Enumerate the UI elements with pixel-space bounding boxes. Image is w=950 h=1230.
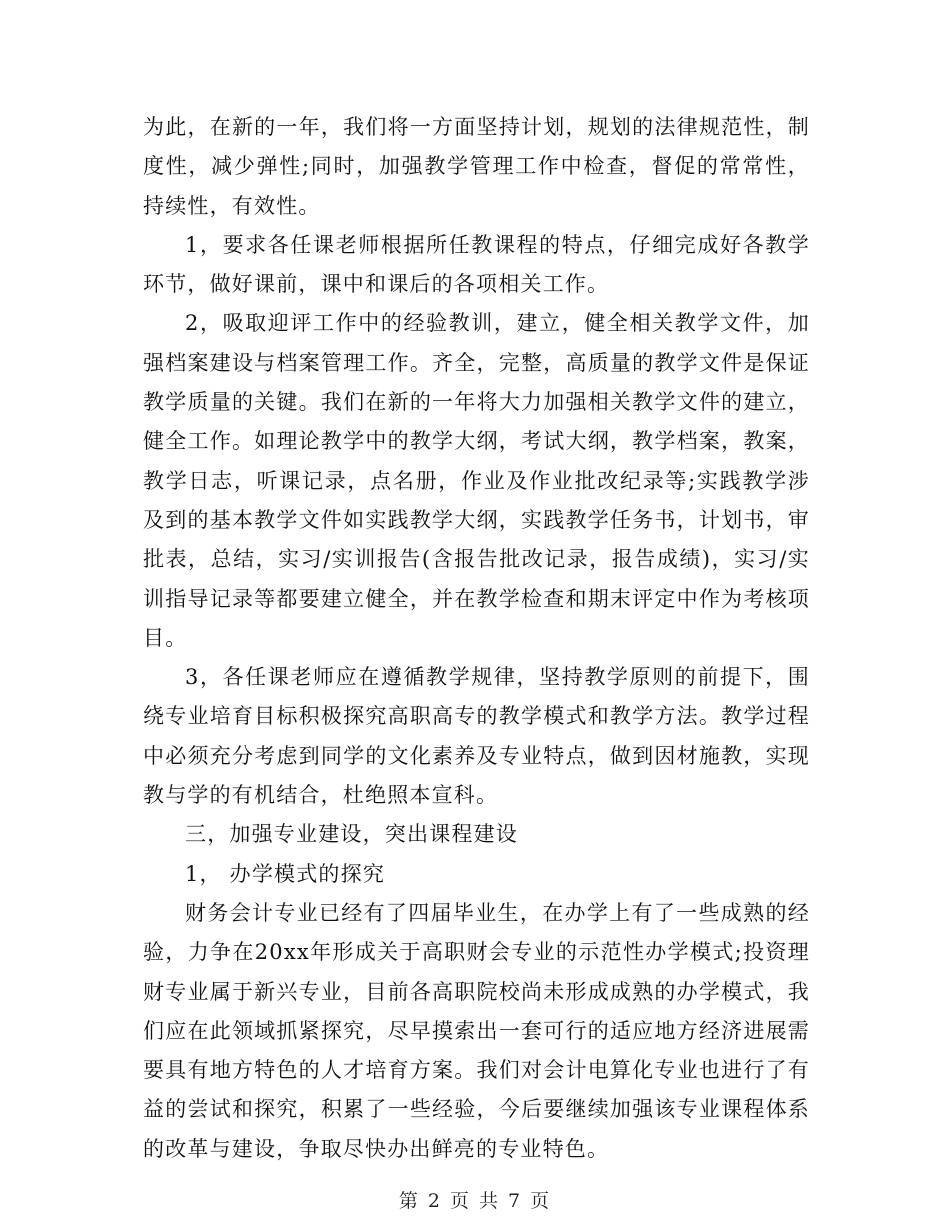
subsection-heading: 1， 办学模式的探究 bbox=[185, 861, 386, 886]
document-body bbox=[143, 108, 810, 1169]
page-number-footer: 第 2 页 共 7 页 bbox=[398, 1190, 552, 1212]
section-heading: 三，加强专业建设，突出课程建设 bbox=[185, 822, 518, 847]
paragraph-item-1: 1，要求各任课老师根据所任教课程的特点，仔细完成好各教学环节，做好课前，课中和课后的各项相关工作。 bbox=[143, 232, 810, 297]
paragraph-program-model: 财务会计专业已经有了四届毕业生，在办学上有了一些成熟的经验，力争在20xx年形成关于高职财会专业的示范性办学模式;投资理财专业属于新兴专业，目前各高职院校尚未形成成熟的办学模式，我们应在此领域抓紧探究，尽早摸索出一套可行的适应地方经济进展需要具有地方特色的人才培育方案。我们对会计电算化专业也进行了有益的尝试和探究，积累了一些经验，今后要继续加强该专业课程体系的改革与建设，争取尽快办出鲜亮的专业特色。 bbox=[143, 900, 810, 1161]
paragraph-item-3: 3，各任课老师应在遵循教学规律，坚持教学原则的前提下，围绕专业培育目标积极探究高职高专的教学模式和教学方法。教学过程中必须充分考虑到同学的文化素养及专业特点，做到因材施教，实现教与学的有机结合，杜绝照本宣科。 bbox=[143, 665, 810, 808]
paragraph-intro: 为此，在新的一年，我们将一方面坚持计划，规划的法律规范性，制度性，减少弹性;同时，加强教学管理工作中检查，督促的常常性，持续性，有效性。 bbox=[143, 115, 810, 218]
paragraph-item-2: 2，吸取迎评工作中的经验教训，建立，健全相关教学文件，加强档案建设与档案管理工作。齐全，完整，高质量的教学文件是保证教学质量的关键。我们在新的一年将大力加强相关教学文件的建立，健全工作。如理论教学中的教学大纲，考试大纲，教学档案，教案，教学日志，听课记录，点名册，作业及作业批改纪录等;实践教学涉及到的基本教学文件如实践教学大纲，实践教学任务书，计划书，审批表，总结，实习/实训报告(含报告批改记录，报告成绩)，实习/实训指导记录等都要建立健全，并在教学检查和期末评定中作为考核项目。 bbox=[143, 311, 810, 650]
